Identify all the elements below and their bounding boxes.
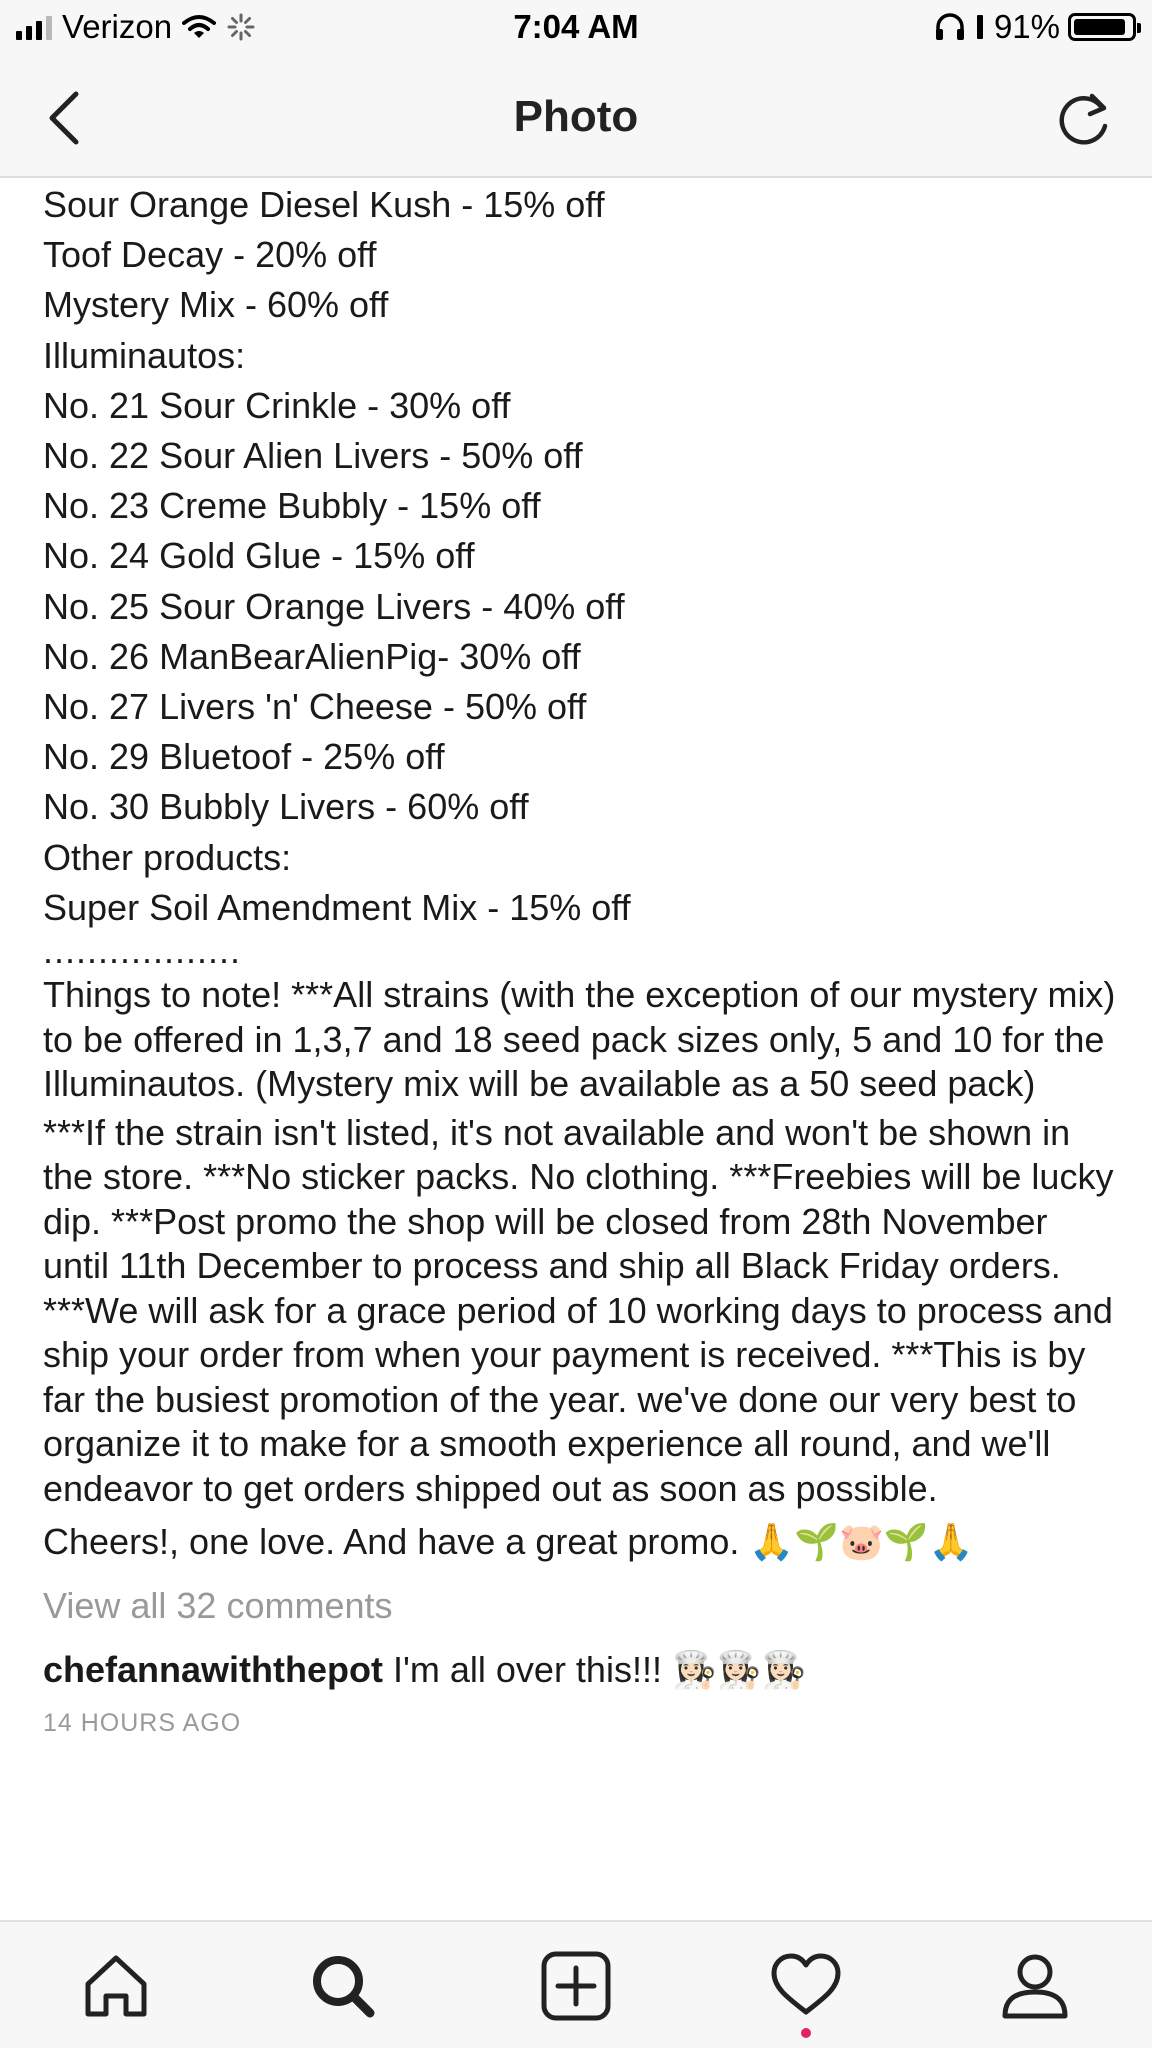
comment-row — [43, 1645, 1123, 1695]
caption-line: No. 23 Creme Bubbly - 15% off — [43, 485, 541, 527]
battery-percent: 91% — [993, 8, 1060, 45]
caption-line: No. 27 Livers 'n' Cheese - 50% off — [43, 686, 587, 728]
refresh-icon[interactable] — [1052, 86, 1116, 150]
search-icon[interactable] — [306, 1950, 382, 2022]
home-icon[interactable] — [78, 1950, 154, 2022]
new-post-icon[interactable] — [538, 1950, 614, 2022]
caption-line: No. 21 Sour Crinkle - 30% off — [43, 384, 511, 426]
caption-line: No. 25 Sour Orange Livers - 40% off — [43, 585, 625, 627]
battery-fill — [1074, 19, 1125, 35]
caption-line: No. 22 Sour Alien Livers - 50% off — [43, 435, 583, 477]
comment-username[interactable]: chefannawiththepot — [43, 1649, 383, 1691]
activity-notification-dot — [801, 2028, 811, 2038]
view-all-comments-link[interactable]: View all 32 comments — [43, 1585, 393, 1627]
battery-icon — [1068, 13, 1136, 41]
carrier-label: Verizon — [62, 8, 173, 45]
activity-heart-icon[interactable] — [768, 1950, 844, 2022]
page-title: Photo — [513, 92, 639, 141]
caption-note-2: ***If the strain isn't listed, it's not available and won't be shown in the store. ***No sticker packs. No clothing. ***Freebies will be lucky dip. ***Post promo the shop will be closed from 28th November until 11th December to process and ship all Black Friday orders. ***We will ask for a grace period of 10 working days to process and ship your order from when your payment is received. ***This is by far the busiest promotion of the year. we've done our very best to organize it to make for a smooth experience all round, and we'll endeavor to get orders shipped out as soon as possible. — [43, 1111, 1114, 1509]
caption-note-1: Things to note! ***All strains (with the exception of our mystery mix) to be offered in 1,3,7 and 18 seed pack sizes only, 5 and 10 for the Illuminautos. (Mystery mix will be available as a 50 seed pack) — [43, 974, 1116, 1105]
caption-line: Super Soil Amendment Mix - 15% off — [43, 886, 631, 928]
status-bar — [0, 0, 1152, 58]
post-caption — [43, 180, 1123, 1738]
caption-line: No. 24 Gold Glue - 15% off — [43, 535, 475, 577]
caption-line: No. 26 ManBearAlienPig- 30% off — [43, 635, 581, 677]
bottom-tab-bar — [0, 1922, 1152, 2048]
navigation-bar — [0, 58, 1152, 178]
caption-line: Sour Orange Diesel Kush - 15% off — [43, 184, 605, 225]
caption-line: Other products: — [43, 836, 292, 878]
caption-signoff: Cheers!, one love. And have a great promo. 🙏🌱🐷🌱🙏 — [43, 1521, 974, 1563]
status-right — [934, 8, 1136, 46]
caption-line: Toof Decay - 20% off — [43, 234, 377, 276]
battery-charging-small-icon — [974, 12, 986, 42]
profile-icon[interactable] — [997, 1950, 1073, 2022]
post-timestamp: 14 HOURS AGO — [43, 1709, 242, 1738]
status-time: 7:04 AM — [513, 8, 639, 45]
caption-line: No. 29 Bluetoof - 25% off — [43, 736, 445, 778]
caption-line: No. 30 Bubbly Livers - 60% off — [43, 786, 529, 828]
caption-separator: .................. — [43, 930, 242, 972]
comment-text: I'm all over this!!! 👩🏻‍🍳👩🏻‍🍳👩🏻‍🍳 — [393, 1649, 807, 1691]
caption-line: Illuminautos: — [43, 334, 246, 376]
caption-line: Mystery Mix - 60% off — [43, 284, 389, 326]
headphones-icon — [934, 12, 966, 42]
